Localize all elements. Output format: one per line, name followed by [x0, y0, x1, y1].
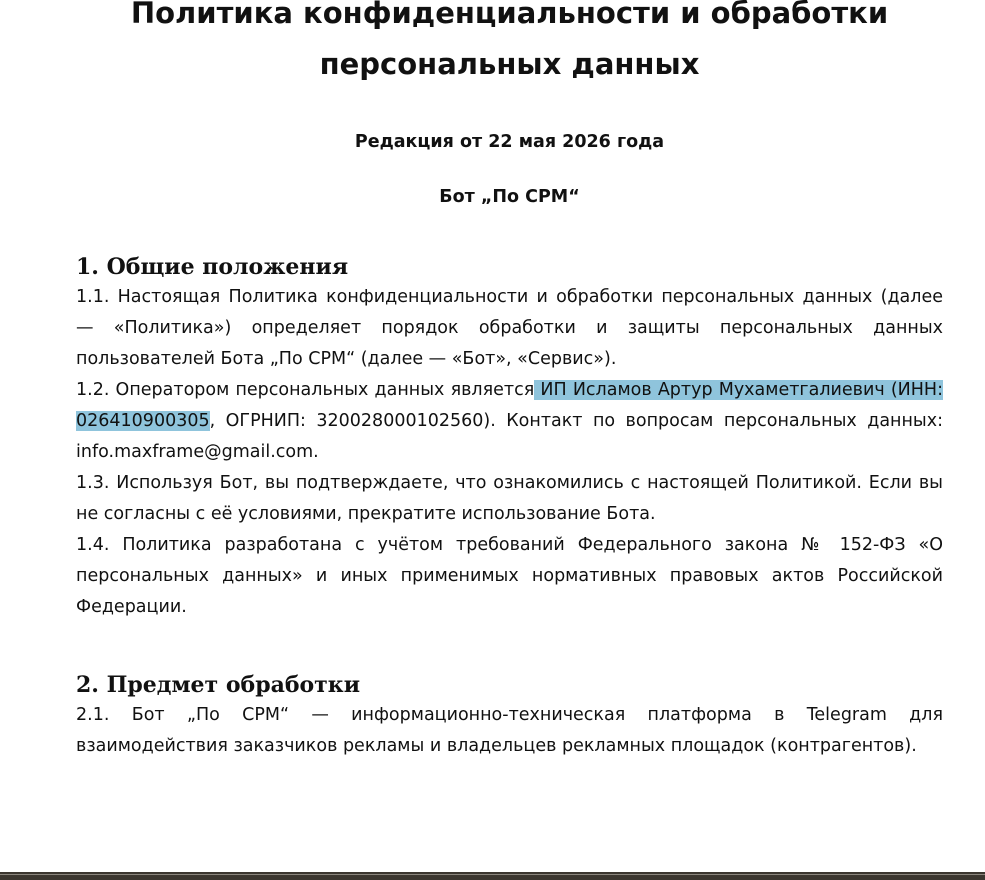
window-bottom-edge [0, 872, 985, 880]
title-line-2: персональных данных [319, 47, 700, 81]
section-subject [76, 670, 943, 762]
document-page [76, 0, 943, 762]
paragraph-1-4: 1.4. Политика разработана с учётом требований Федерального закона № 152-ФЗ «О персональных данных» и иных применимых нормативных правовых актов Российской Федерации. [76, 535, 943, 617]
section-general [76, 252, 943, 623]
title-line-1: Политика конфиденциальности и обработки [130, 0, 889, 30]
paragraph-1-2 [76, 375, 943, 468]
paragraph-1-2-start: 1.2. Оператором персональных данных является [76, 380, 535, 400]
paragraph-1-3: 1.3. Используя Бот, вы подтверждаете, что ознакомились с настоящей Политикой. Если вы не согласны с её условиями, прекратите использование Бота. [76, 473, 943, 524]
window-bottom-edge-line [0, 874, 985, 875]
page-title [76, 0, 943, 90]
paragraph-2-1: 2.1. Бот „По СРМ“ — информационно-техническая платформа в Telegram для взаимодействия заказчиков рекламы и владельцев рекламных площадок (контрагентов). [76, 705, 943, 756]
section-heading-subject: 2. Предмет обработки [76, 672, 361, 698]
edition-date: Редакция от 22 мая 2026 года [354, 132, 665, 152]
section-heading-general: 1. Общие положения [76, 254, 349, 280]
bot-name: Бот „По СРМ“ [439, 187, 580, 207]
selected-text-highlight[interactable]: ИП Исламов Артур Мухаметгалиевич (ИНН: 026410900305 [76, 380, 943, 431]
paragraph-1-2-end: , ОГРНИП: 320028000102560). Контакт по вопросам персональных данных: info.maxframe@gmail.com. [76, 411, 943, 462]
paragraph-1-1: 1.1. Настоящая Политика конфиденциальности и обработки персональных данных (далее — «Политика») определяет порядок обработки и защиты персональных данных пользователей Бота „По СРМ“ (далее — «Бот», «Сервис»). [76, 287, 943, 369]
